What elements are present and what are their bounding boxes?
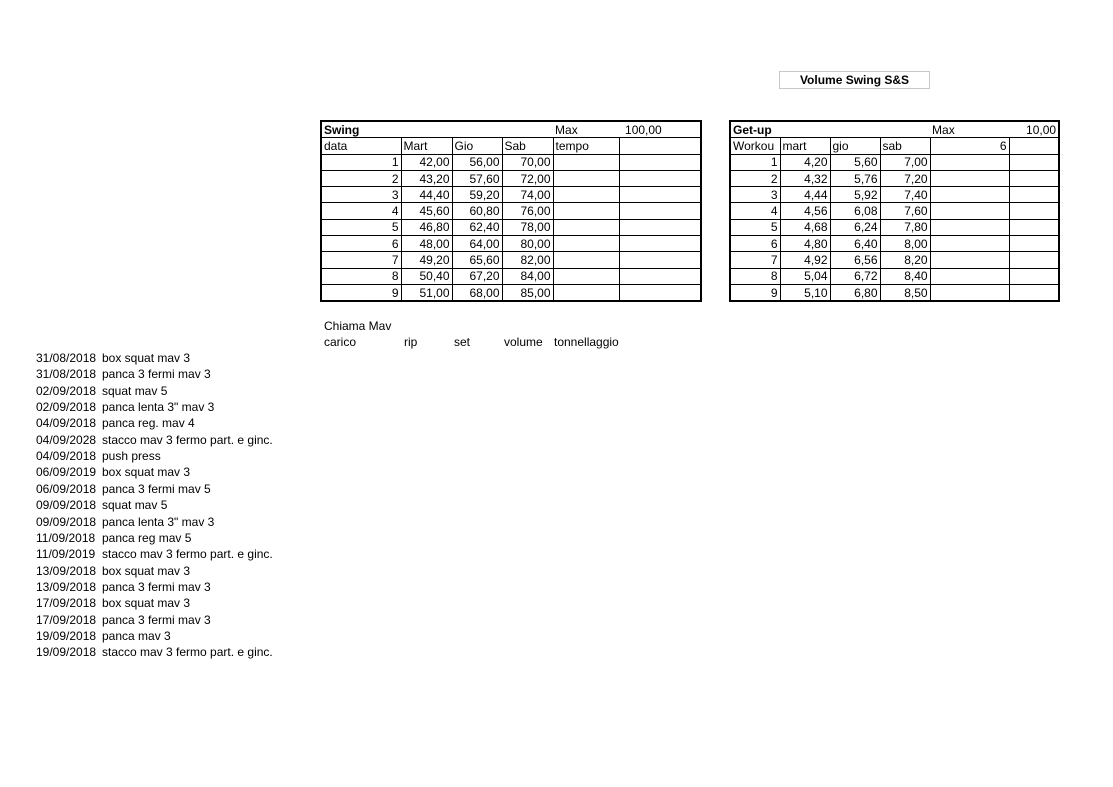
swing-row [321,252,701,268]
swing-cell-empty [619,219,701,235]
getup-cell-empty [930,268,1009,284]
swing-row [321,268,701,284]
getup-cell-empty [1009,203,1059,219]
log-cell-exercise: box squat mav 3 [102,465,191,480]
swing-cell-index: 5 [321,219,401,235]
getup-cell-empty [1009,284,1059,301]
log-cell-date: 11/09/2018 [36,530,96,545]
swing-row [321,154,701,170]
getup-cell-sab: 8,50 [880,284,930,301]
getup-cell-gio: 6,80 [830,284,880,301]
log-header-volume: volume [504,335,543,349]
log-cell-date: 04/09/2018 [36,449,97,464]
getup-title-row [730,121,1059,138]
getup-cell-mart: 4,32 [780,170,830,186]
swing-header-data: data [321,138,401,154]
getup-row [730,219,1059,235]
swing-cell-sab: 76,00 [502,203,553,219]
log-cell-date: 17/09/2018 [36,596,97,611]
getup-cell-index: 7 [730,252,780,268]
log-cell-exercise: squat mav 5 [102,498,168,513]
log-cell-date: 11/09/2019 [36,547,96,562]
swing-cell-empty [553,154,619,170]
getup-cell-index: 5 [730,219,780,235]
log-cell-date: 02/09/2018 [36,400,97,415]
getup-cell-sab: 8,40 [880,268,930,284]
log-cell-exercise: panca 3 fermi mav 5 [102,481,211,496]
log-header-rip: rip [404,335,418,349]
log-cell-date: 06/09/2019 [36,465,97,480]
getup-cell-gio: 5,92 [830,187,880,203]
log-cell-date: 09/09/2018 [36,498,97,513]
swing-cell-empty [553,252,619,268]
log-cell-exercise: push press [102,449,161,464]
getup-cell-empty [930,170,1009,186]
log-cell-date: 31/08/2018 [36,367,97,382]
swing-cell-empty [553,268,619,284]
getup-cell-mart: 4,92 [780,252,830,268]
swing-cell-empty [553,203,619,219]
swing-label: Swing [321,121,553,138]
getup-row [730,252,1059,268]
log-cell-date: 06/09/2018 [36,481,97,496]
getup-row [730,268,1059,284]
getup-cell-mart: 5,10 [780,284,830,301]
swing-cell-mart: 51,00 [401,284,452,301]
getup-row [730,236,1059,252]
getup-cell-index: 2 [730,170,780,186]
swing-cell-empty [553,219,619,235]
getup-cell-empty [930,236,1009,252]
getup-max-value: 10,00 [1009,121,1059,138]
getup-row [730,170,1059,186]
swing-cell-index: 6 [321,236,401,252]
log-cell-exercise: panca 3 fermi mav 3 [102,579,211,594]
swing-cell-index: 9 [321,284,401,301]
swing-cell-mart: 45,60 [401,203,452,219]
getup-cell-empty [930,219,1009,235]
swing-row [321,236,701,252]
getup-cell-index: 9 [730,284,780,301]
swing-cell-sab: 70,00 [502,154,553,170]
swing-max-value: 100,00 [619,121,701,138]
log-cell-exercise: panca reg. mav 4 [102,416,195,431]
log-cell-date: 13/09/2018 [36,579,97,594]
getup-cell-sab: 7,20 [880,170,930,186]
getup-cell-empty [930,154,1009,170]
getup-cell-empty [1009,170,1059,186]
getup-header-sab: sab [880,138,930,154]
getup-cell-empty [930,187,1009,203]
log-cell-exercise: panca 3 fermi mav 3 [102,612,211,627]
getup-cell-index: 1 [730,154,780,170]
swing-cell-empty [553,170,619,186]
log-cell-exercise: box squat mav 3 [102,563,191,578]
swing-cell-sab: 72,00 [502,170,553,186]
getup-cell-mart: 4,44 [780,187,830,203]
swing-cell-empty [619,236,701,252]
swing-row [321,219,701,235]
getup-cell-empty [930,252,1009,268]
getup-cell-mart: 5,04 [780,268,830,284]
swing-row [321,284,701,301]
swing-header-mart: Mart [401,138,452,154]
log-heading: Chiama Mav [324,319,392,333]
sheet-title: Volume Swing S&S [779,71,930,89]
getup-cell-mart: 4,68 [780,219,830,235]
getup-header-gio: gio [830,138,880,154]
getup-cell-gio: 5,76 [830,170,880,186]
swing-cell-sab: 74,00 [502,187,553,203]
getup-row [730,203,1059,219]
swing-cell-mart: 44,40 [401,187,452,203]
swing-cell-sab: 82,00 [502,252,553,268]
getup-cell-empty [1009,268,1059,284]
swing-cell-sab: 84,00 [502,268,553,284]
swing-header-empty [619,138,701,154]
getup-header-row [730,138,1059,154]
swing-cell-index: 1 [321,154,401,170]
swing-cell-empty [553,236,619,252]
log-cell-date: 13/09/2018 [36,563,97,578]
log-cell-exercise: box squat mav 3 [102,351,191,365]
getup-cell-empty [930,203,1009,219]
log-cell-date: 09/09/2018 [36,514,97,529]
getup-header-empty [1009,138,1059,154]
getup-cell-mart: 4,80 [780,236,830,252]
log-cell-exercise: stacco mav 3 fermo part. e ginc. [102,645,273,660]
getup-cell-sab: 8,00 [880,236,930,252]
getup-header-count: 6 [930,138,1009,154]
getup-cell-gio: 6,08 [830,203,880,219]
swing-cell-empty [619,170,701,186]
swing-cell-index: 2 [321,170,401,186]
swing-cell-gio: 57,60 [452,170,502,186]
getup-cell-index: 3 [730,187,780,203]
swing-cell-mart: 43,20 [401,170,452,186]
log-cell-date: 17/09/2018 [36,612,97,627]
getup-cell-sab: 8,20 [880,252,930,268]
log-cell-exercise: panca 3 fermi mav 3 [102,367,211,382]
log-cell-exercise: squat mav 5 [102,383,168,398]
swing-header-tempo: tempo [553,138,619,154]
swing-header-row [321,138,701,154]
swing-title-row [321,121,701,138]
log-cell-date: 04/09/2018 [36,416,97,431]
getup-cell-sab: 7,00 [880,154,930,170]
getup-max-label: Max [930,121,1009,138]
swing-cell-gio: 68,00 [452,284,502,301]
log-cell-exercise: stacco mav 3 fermo part. e ginc. [102,547,273,562]
swing-cell-empty [619,252,701,268]
log-cell-date: 19/09/2018 [36,645,97,660]
swing-cell-mart: 50,40 [401,268,452,284]
getup-row [730,187,1059,203]
swing-row [321,203,701,219]
log-header-carico: carico [324,335,357,349]
swing-cell-sab: 85,00 [502,284,553,301]
getup-cell-empty [1009,219,1059,235]
swing-cell-sab: 80,00 [502,236,553,252]
getup-cell-index: 4 [730,203,780,219]
swing-cell-empty [619,268,701,284]
swing-row [321,187,701,203]
swing-cell-gio: 60,80 [452,203,502,219]
swing-cell-mart: 46,80 [401,219,452,235]
swing-cell-index: 8 [321,268,401,284]
getup-cell-empty [930,284,1009,301]
getup-cell-mart: 4,20 [780,154,830,170]
getup-label: Get-up [730,121,930,138]
swing-cell-mart: 49,20 [401,252,452,268]
getup-cell-empty [1009,252,1059,268]
getup-header-workout: Workou [730,138,780,154]
swing-header-gio: Gio [452,138,502,154]
swing-cell-mart: 42,00 [401,154,452,170]
swing-cell-mart: 48,00 [401,236,452,252]
log-cell-exercise: panca lenta 3" mav 3 [102,400,215,415]
swing-cell-empty [619,187,701,203]
swing-cell-empty [619,154,701,170]
getup-cell-sab: 7,80 [880,219,930,235]
getup-cell-gio: 6,24 [830,219,880,235]
swing-cell-empty [553,187,619,203]
log-header-set: set [454,335,471,349]
swing-cell-index: 3 [321,187,401,203]
getup-cell-sab: 7,40 [880,187,930,203]
getup-cell-gio: 5,60 [830,154,880,170]
log-cell-date: 19/09/2018 [36,628,97,643]
log-cell-date: 04/09/2028 [36,432,97,447]
swing-row [321,170,701,186]
getup-row [730,154,1059,170]
log-header-tonnellaggio: tonnellaggio [554,335,619,349]
log-cell-exercise: panca lenta 3" mav 3 [102,514,215,529]
getup-cell-mart: 4,56 [780,203,830,219]
log-cell-exercise: panca mav 3 [102,628,171,643]
swing-cell-index: 4 [321,203,401,219]
swing-cell-sab: 78,00 [502,219,553,235]
getup-row [730,284,1059,301]
swing-cell-gio: 59,20 [452,187,502,203]
getup-cell-empty [1009,187,1059,203]
swing-cell-empty [553,284,619,301]
getup-header-mart: mart [780,138,830,154]
swing-cell-gio: 56,00 [452,154,502,170]
swing-cell-gio: 62,40 [452,219,502,235]
log-cell-date: 31/08/2018 [36,351,97,365]
getup-cell-index: 8 [730,268,780,284]
log-cell-exercise: box squat mav 3 [102,596,191,611]
getup-table [729,120,1060,302]
swing-cell-empty [619,284,701,301]
getup-cell-empty [1009,154,1059,170]
swing-cell-gio: 67,20 [452,268,502,284]
swing-cell-gio: 65,60 [452,252,502,268]
swing-cell-index: 7 [321,252,401,268]
swing-cell-gio: 64,00 [452,236,502,252]
swing-cell-empty [619,203,701,219]
getup-cell-gio: 6,56 [830,252,880,268]
getup-cell-empty [1009,236,1059,252]
getup-cell-index: 6 [730,236,780,252]
log-cell-exercise: stacco mav 3 fermo part. e ginc. [102,432,273,447]
getup-cell-sab: 7,60 [880,203,930,219]
getup-cell-gio: 6,40 [830,236,880,252]
swing-max-label: Max [553,121,619,138]
log-cell-exercise: panca reg mav 5 [102,530,192,545]
swing-table [320,120,702,302]
swing-header-sab: Sab [502,138,553,154]
getup-cell-gio: 6,72 [830,268,880,284]
log-cell-date: 02/09/2018 [36,383,97,398]
